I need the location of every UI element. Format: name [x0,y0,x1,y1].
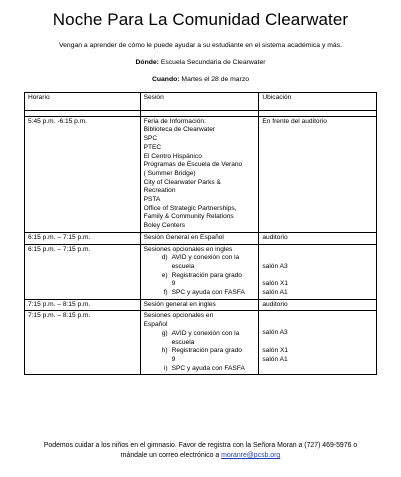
list-marker: e) [161,271,168,279]
room-label: salón A1 [262,288,288,296]
row1-location: En frente del auditorio [259,116,377,232]
row3-session [140,244,259,299]
header-horario: Horario [25,93,141,111]
when-label: Cuando: [151,76,180,83]
row3-location [259,244,377,299]
session-heading: Sesiones opcionales en ingles [143,245,233,253]
table-row [25,244,377,299]
room-label: salón X1 [262,347,289,355]
footer-line [14,451,387,461]
table-row [25,232,377,244]
row5-session [140,311,259,375]
list-item [144,330,256,347]
table-header-row [25,93,377,111]
session-heading: Sesiones opcionales en [143,312,214,320]
session-item: PTEC [143,143,162,151]
intro-text: Vengan a aprender de cómo le puede ayudar a su estudiante en el sistema académica y más. [58,42,342,49]
list-item [144,347,256,364]
row2-location: auditorio [259,232,377,244]
option-line: 9 [171,355,176,363]
session-item: Boley Centers [143,222,186,230]
list-item [144,289,256,298]
row5-time: 7:15 p.m. – 8:15 p.m. [25,311,141,375]
list-marker: h) [161,347,168,355]
option-line: AVID y conexión con la [171,329,240,337]
optional-sessions-list [144,330,256,374]
header-sesion: Sesión [140,93,259,111]
header-ubicacion: Ubicación [259,93,377,111]
list-marker: f) [163,289,168,297]
where-value: Escuela Secundaria de Clearwater [160,59,266,66]
session-item: Family & Community Relations [143,213,234,221]
list-item [144,365,256,374]
schedule-table [24,92,377,375]
session-item: Biblioteca de Clearwater [143,126,216,134]
option-line: escuela [171,262,195,270]
session-item: City of Clearwater Parks & [143,178,221,186]
footer-line: Podemos cuidar a los niños en el gimnasio. Favor de registra con la Señora Moran a (727) 469-5976 o [43,442,358,449]
session-item: Feria de Información: [143,117,206,125]
row4-location: auditorio [259,299,377,311]
row2-time: 6:15 p.m. – 7:15 p.m. [25,232,141,244]
option-line: Registración para grado [171,347,242,355]
option-line: escuela [171,338,195,346]
page-title: Noche Para La Comunidad Clearwater [52,10,349,29]
table-row [25,311,377,375]
session-heading: Español [143,321,168,329]
date-line [0,75,401,84]
session-item: PSTA [143,196,161,204]
list-item [144,272,256,289]
row2-session: Sesión General en Español [140,232,259,244]
row5-location [259,311,377,375]
option-line: Registración para grado [171,271,242,279]
session-item: Recreation [143,187,176,195]
session-item: ( Summer Bridge) [143,169,196,177]
room-label: salón A3 [262,262,288,270]
room-label: salón A1 [262,355,288,363]
list-marker: i) [163,364,168,372]
room-label: salón X1 [262,280,289,288]
list-marker: g) [161,329,168,337]
row1-time: 5:45 p.m. -6:15 p.m. [25,116,141,232]
when-value: Martes el 28 de marzo [181,76,250,83]
option-line: SPC y ayuda con FASFA [171,289,245,297]
row4-time: 7:15 p.m. – 8:15 p.m. [25,299,141,311]
session-item: SPC [143,135,158,143]
row1-session [140,116,259,232]
row3-time: 6:15 p.m. – 7:15 p.m. [25,244,141,299]
optional-sessions-list [144,254,256,298]
where-label: Dónde: [135,59,159,66]
table-row [25,299,377,311]
session-item: Office of Strategic Partnerships, [143,204,237,212]
option-line: AVID y conexión con la [171,254,240,262]
footer-note [14,441,387,461]
footer-prefix: mándale un correo electrónico a [120,452,220,459]
session-item: El Centro Hispánico [143,152,202,160]
room-label: salón A3 [262,329,288,337]
list-marker: d) [161,254,168,262]
table-row [25,116,377,232]
session-item: Programas de Escuela de Verano [143,161,243,169]
email-link[interactable]: moranre@pcsb.org [221,452,281,459]
list-item [144,254,256,271]
location-line [0,58,401,67]
row4-session: Sesión general en ingles [140,299,259,311]
option-line: 9 [171,280,176,288]
option-line: SPC y ayuda con FASFA [171,364,245,372]
